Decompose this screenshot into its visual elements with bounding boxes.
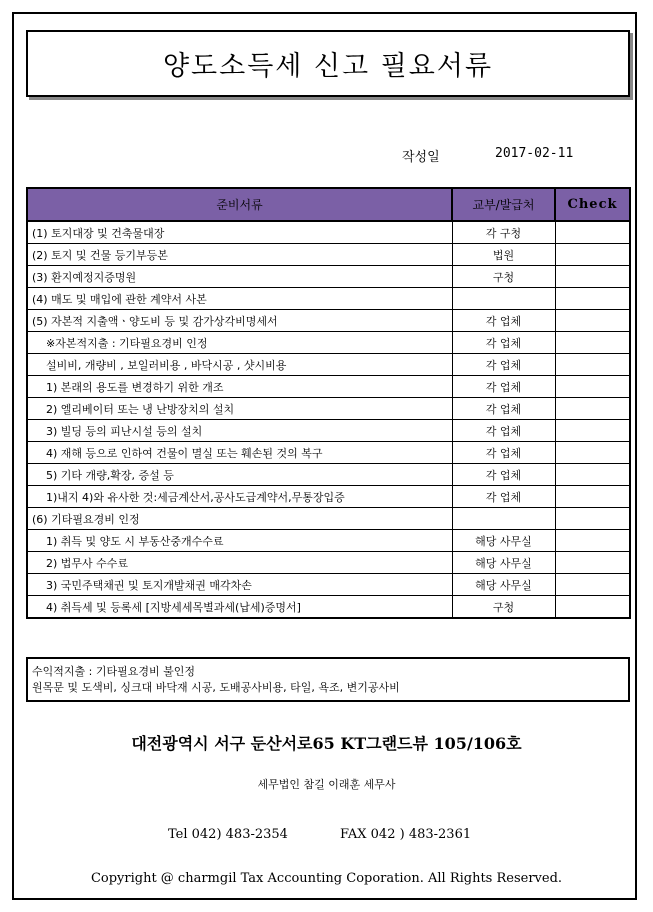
issuer-cell: 각 구청 xyxy=(452,221,555,244)
check-cell[interactable] xyxy=(555,552,630,574)
table-row xyxy=(27,221,630,244)
table-row xyxy=(27,376,630,398)
table-row xyxy=(27,486,630,508)
document-cell: 5) 기타 개량,확장, 증설 등 xyxy=(27,464,452,486)
table-row xyxy=(27,354,630,376)
issuer-cell: 해당 사무실 xyxy=(452,552,555,574)
date-label: 작성일 xyxy=(402,150,440,165)
header-documents: 준비서류 xyxy=(27,188,452,221)
document-cell: 3) 국민주택채권 및 토지개발채권 매각차손 xyxy=(27,574,452,596)
issuer-cell: 해당 사무실 xyxy=(452,574,555,596)
document-cell: (5) 자본적 지출액ㆍ양도비 등 및 감가상각비명세서 xyxy=(27,310,452,332)
issuer-cell: 각 업체 xyxy=(452,442,555,464)
check-cell[interactable] xyxy=(555,266,630,288)
issuer-cell: 각 업체 xyxy=(452,420,555,442)
firm-name: 세무법인 참길 이래훈 세무사 xyxy=(257,778,396,791)
table-row xyxy=(27,574,630,596)
note-line: 수익적지출 : 기타필요경비 불인정 xyxy=(32,665,195,678)
check-cell[interactable] xyxy=(555,486,630,508)
document-cell: (4) 매도 및 매입에 관한 계약서 사본 xyxy=(27,288,452,310)
check-cell[interactable] xyxy=(555,221,630,244)
document-cell: 4) 재해 등으로 인하여 건물이 멸실 또는 훼손된 것의 복구 xyxy=(27,442,452,464)
table-row xyxy=(27,244,630,266)
issuer-cell: 각 업체 xyxy=(452,376,555,398)
table-row xyxy=(27,552,630,574)
header-check: Check xyxy=(555,188,630,221)
issuer-cell xyxy=(452,288,555,310)
header-issuer: 교부/발급처 xyxy=(452,188,555,221)
table-row xyxy=(27,508,630,530)
document-cell: 설비비, 개량비 , 보일러비용 , 바닥시공 , 샷시비용 xyxy=(27,354,452,376)
document-cell: 4) 취득세 및 등록세 [지방세세목별과세(납세)증명서] xyxy=(27,596,452,619)
check-cell[interactable] xyxy=(555,574,630,596)
document-cell: ※자본적지출 : 기타필요경비 인정 xyxy=(27,332,452,354)
table-row xyxy=(27,530,630,552)
copyright: Copyright @ charmgil Tax Accounting Coporation. All Rights Reserved. xyxy=(90,871,563,886)
document-cell: (1) 토지대장 및 건축물대장 xyxy=(27,221,452,244)
issuer-cell: 해당 사무실 xyxy=(452,530,555,552)
office-address: 대전광역시 서구 둔산서로65 KT그랜드뷰 105/106호 xyxy=(131,734,522,753)
check-cell[interactable] xyxy=(555,376,630,398)
check-cell[interactable] xyxy=(555,596,630,619)
issuer-cell: 각 업체 xyxy=(452,332,555,354)
document-cell: 1)내지 4)와 유사한 것:세금계산서,공사도급계약서,무통장입증 xyxy=(27,486,452,508)
check-cell[interactable] xyxy=(555,310,630,332)
document-cell: 1) 본래의 용도를 변경하기 위한 개조 xyxy=(27,376,452,398)
issuer-cell: 각 업체 xyxy=(452,310,555,332)
check-cell[interactable] xyxy=(555,420,630,442)
document-cell: 1) 취득 및 양도 시 부동산중개수수료 xyxy=(27,530,452,552)
check-cell[interactable] xyxy=(555,530,630,552)
check-cell[interactable] xyxy=(555,354,630,376)
date-value: 2017-02-11 xyxy=(495,146,574,161)
table-row xyxy=(27,596,630,619)
note-box xyxy=(26,657,630,702)
issuer-cell: 각 업체 xyxy=(452,486,555,508)
table-row xyxy=(27,420,630,442)
table-row xyxy=(27,464,630,486)
check-cell[interactable] xyxy=(555,398,630,420)
document-cell: (3) 환지예정지증명원 xyxy=(27,266,452,288)
note-line: 원목문 및 도색비, 싱크대 바닥재 시공, 도배공사비용, 타일, 욕조, 변기공사비 xyxy=(32,681,400,694)
documents-table xyxy=(26,187,631,619)
table-row xyxy=(27,332,630,354)
document-cell: 2) 법무사 수수료 xyxy=(27,552,452,574)
telephone: Tel 042) 483-2354 xyxy=(168,827,288,842)
check-cell[interactable] xyxy=(555,288,630,310)
issuer-cell: 각 업체 xyxy=(452,464,555,486)
table-header-row xyxy=(27,188,630,221)
table-row xyxy=(27,288,630,310)
check-cell[interactable] xyxy=(555,464,630,486)
check-cell[interactable] xyxy=(555,508,630,530)
issuer-cell: 각 업체 xyxy=(452,354,555,376)
issuer-cell: 구청 xyxy=(452,266,555,288)
document-cell: (6) 기타필요경비 인정 xyxy=(27,508,452,530)
check-cell[interactable] xyxy=(555,442,630,464)
issuer-cell xyxy=(452,508,555,530)
document-cell: (2) 토지 및 건물 등기부등본 xyxy=(27,244,452,266)
check-cell[interactable] xyxy=(555,244,630,266)
page-title: 양도소득세 신고 필요서류 xyxy=(26,30,630,97)
table-row xyxy=(27,266,630,288)
issuer-cell: 구청 xyxy=(452,596,555,619)
document-cell: 2) 엘리베이터 또는 냉 난방장치의 설치 xyxy=(27,398,452,420)
table-row xyxy=(27,442,630,464)
table-row xyxy=(27,310,630,332)
issuer-cell: 법원 xyxy=(452,244,555,266)
issuer-cell: 각 업체 xyxy=(452,398,555,420)
fax-number: FAX 042 ) 483-2361 xyxy=(340,827,472,842)
table-row xyxy=(27,398,630,420)
document-cell: 3) 빌딩 등의 피난시설 등의 설치 xyxy=(27,420,452,442)
check-cell[interactable] xyxy=(555,332,630,354)
